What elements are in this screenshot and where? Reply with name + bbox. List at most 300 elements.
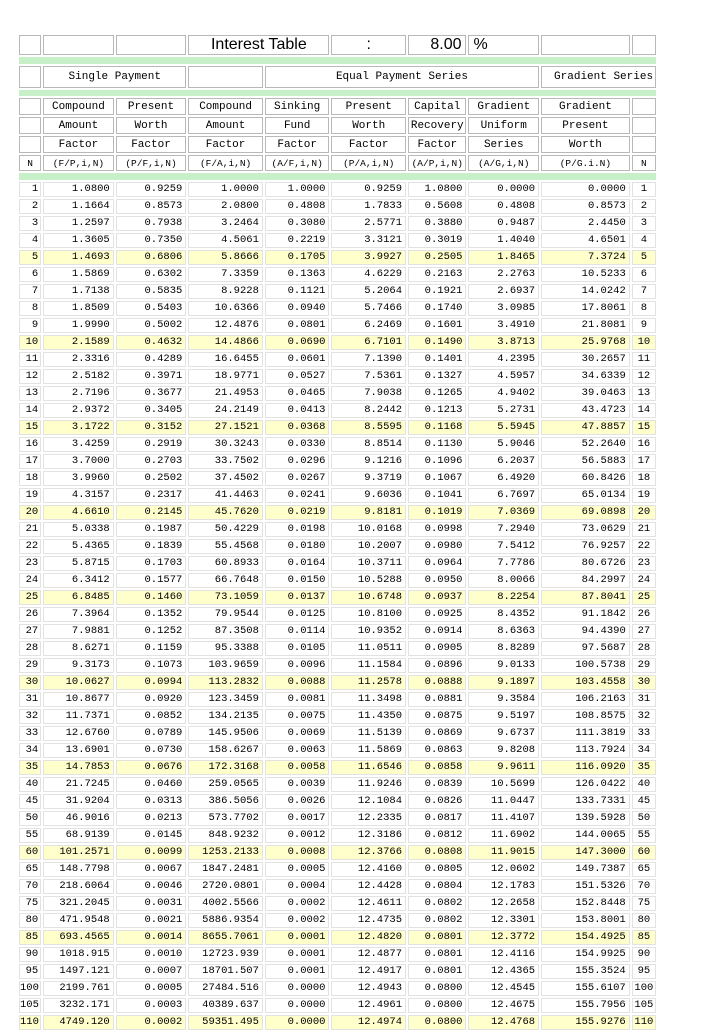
factor-value: 148.7798 [43,862,114,877]
table-row [19,726,656,741]
period-n-right: 85 [632,930,656,945]
factor-value: 0.0826 [408,794,466,809]
table-row [19,318,656,333]
factor-value: 0.0998 [408,522,466,537]
factor-value: 0.0875 [408,709,466,724]
factor-value: 69.0898 [541,505,630,520]
factor-value: 0.0869 [408,726,466,741]
period-n-right: 75 [632,896,656,911]
factor-value: 9.3719 [331,471,406,486]
factor-value: 68.9139 [43,828,114,843]
factor-value: 12.4768 [468,1015,539,1030]
factor-value: 11.1584 [331,658,406,673]
factor-value: 9.5197 [468,709,539,724]
period-n: 65 [19,862,41,877]
factor-value: 2.5182 [43,369,114,384]
factor-value: 1.8509 [43,301,114,316]
factor-value: 30.3243 [188,437,263,452]
factor-value: 0.1987 [116,522,187,537]
factor-value: 0.0012 [265,828,330,843]
period-n: 32 [19,709,41,724]
factor-value: 0.1041 [408,488,466,503]
col-header: Compound [43,98,114,115]
table-row [19,590,656,605]
factor-value: 21.4953 [188,386,263,401]
factor-value: 2.1589 [43,335,114,350]
period-n: 50 [19,811,41,826]
factor-value: 24.2149 [188,403,263,418]
factor-value: 41.4463 [188,488,263,503]
factor-value: 3232.171 [43,998,114,1013]
factor-value: 9.8181 [331,505,406,520]
factor-value: 0.0021 [116,913,187,928]
col-header: Series [468,136,539,153]
factor-value: 0.0180 [265,539,330,554]
factor-value: 0.0069 [265,726,330,741]
factor-value: 11.0511 [331,641,406,656]
factor-value: 4.6501 [541,233,630,248]
factor-value: 12.2335 [331,811,406,826]
factor-value: 46.9016 [43,811,114,826]
factor-value: 113.7924 [541,743,630,758]
factor-value: 149.7387 [541,862,630,877]
factor-value: 5.8715 [43,556,114,571]
table-row [19,403,656,418]
factor-value: 2.6937 [468,284,539,299]
factor-value: 6.7697 [468,488,539,503]
factor-value: 73.0629 [541,522,630,537]
factor-value: 2.0800 [188,199,263,214]
factor-value: 5.2731 [468,403,539,418]
factor-value: 2.5771 [331,216,406,231]
factor-value: 8.6363 [468,624,539,639]
period-n: 4 [19,233,41,248]
factor-value: 218.6064 [43,879,114,894]
period-n-right: 45 [632,794,656,809]
period-n-right: 22 [632,539,656,554]
factor-value: 11.0447 [468,794,539,809]
factor-value: 12723.939 [188,947,263,962]
factor-value: 1018.915 [43,947,114,962]
factor-value: 1.7138 [43,284,114,299]
factor-value: 8.9228 [188,284,263,299]
period-n: 22 [19,539,41,554]
period-n-right: 10 [632,335,656,350]
factor-value: 9.0133 [468,658,539,673]
table-row [19,760,656,775]
factor-value: 7.3964 [43,607,114,622]
factor-value: 12.1783 [468,879,539,894]
factor-value: 4.5957 [468,369,539,384]
period-n: 25 [19,590,41,605]
factor-value: 1.4693 [43,250,114,265]
period-n: 23 [19,556,41,571]
factor-value: 47.8857 [541,420,630,435]
factor-value: 12.3766 [331,845,406,860]
table-row [19,352,656,367]
column-header-row-2 [19,117,656,134]
factor-value: 0.4289 [116,352,187,367]
factor-value: 0.2145 [116,505,187,520]
factor-value: 6.7101 [331,335,406,350]
factor-value: 144.0065 [541,828,630,843]
table-row [19,845,656,860]
factor-value: 40389.637 [188,998,263,1013]
factor-value: 0.9259 [331,182,406,197]
period-n: 80 [19,913,41,928]
factor-value: 12.4876 [188,318,263,333]
col-header: Present [116,98,187,115]
factor-value: 0.0081 [265,692,330,707]
notation-cell: (P/G.i.N) [541,155,630,171]
factor-value: 0.1096 [408,454,466,469]
period-n-right: 3 [632,216,656,231]
factor-value: 1.8465 [468,250,539,265]
factor-value: 0.0801 [408,930,466,945]
factor-value: 0.7350 [116,233,187,248]
factor-value: 12.4428 [331,879,406,894]
period-n: 55 [19,828,41,843]
factor-value: 154.4925 [541,930,630,945]
factor-value: 6.2037 [468,454,539,469]
factor-value: 8.4352 [468,607,539,622]
period-n: 8 [19,301,41,316]
period-n-right: 12 [632,369,656,384]
factor-value: 1.5869 [43,267,114,282]
period-n: 34 [19,743,41,758]
factor-value: 0.0007 [116,964,187,979]
factor-value: 259.0565 [188,777,263,792]
table-row [19,437,656,452]
period-n: 31 [19,692,41,707]
factor-value: 6.2469 [331,318,406,333]
period-n: 35 [19,760,41,775]
factor-value: 2720.0801 [188,879,263,894]
factor-value: 7.3724 [541,250,630,265]
factor-value: 0.0099 [116,845,187,860]
factor-value: 12.4974 [331,1015,406,1030]
factor-value: 0.0789 [116,726,187,741]
section-header-row [19,66,656,88]
table-row [19,794,656,809]
period-n: 15 [19,420,41,435]
factor-value: 0.0730 [116,743,187,758]
factor-value: 1253.2133 [188,845,263,860]
factor-value: 0.0008 [265,845,330,860]
factor-value: 12.3186 [331,828,406,843]
table-row [19,420,656,435]
factor-value: 7.7786 [468,556,539,571]
table-row [19,879,656,894]
factor-value: 7.3359 [188,267,263,282]
factor-value: 0.0001 [265,964,330,979]
factor-value: 0.0801 [265,318,330,333]
factor-value: 0.0905 [408,641,466,656]
period-n-right: 95 [632,964,656,979]
factor-value: 0.1327 [408,369,466,384]
factor-value: 2.3316 [43,352,114,367]
factor-value: 0.0000 [468,182,539,197]
factor-value: 4.6610 [43,505,114,520]
period-n: 13 [19,386,41,401]
table-row [19,182,656,197]
factor-value: 8655.7061 [188,930,263,945]
col-header: Factor [265,136,330,153]
factor-value: 25.9768 [541,335,630,350]
section-single-payment: Single Payment [43,66,186,88]
period-n-right: 33 [632,726,656,741]
factor-value: 0.0601 [265,352,330,367]
factor-value: 12.2658 [468,896,539,911]
col-header: Factor [116,136,187,153]
factor-value: 80.6726 [541,556,630,571]
factor-value: 10.8677 [43,692,114,707]
factor-value: 3.9927 [331,250,406,265]
factor-value: 0.3880 [408,216,466,231]
period-n-right: 25 [632,590,656,605]
factor-value: 10.5288 [331,573,406,588]
table-row [19,1015,656,1030]
factor-value: 0.5403 [116,301,187,316]
col-header: Sinking [265,98,330,115]
factor-value: 0.0413 [265,403,330,418]
table-row [19,743,656,758]
factor-value: 0.3152 [116,420,187,435]
col-header: Compound [188,98,263,115]
factor-value: 0.1168 [408,420,466,435]
factor-value: 0.0812 [408,828,466,843]
factor-value: 0.2317 [116,488,187,503]
factor-value: 14.4866 [188,335,263,350]
factor-value: 0.0150 [265,573,330,588]
period-n-right: 17 [632,454,656,469]
factor-value: 0.1601 [408,318,466,333]
table-row [19,386,656,401]
factor-value: 12.0602 [468,862,539,877]
period-n-right: 1 [632,182,656,197]
factor-value: 6.4920 [468,471,539,486]
table-row [19,624,656,639]
factor-value: 0.9259 [116,182,187,197]
factor-value: 60.8933 [188,556,263,571]
period-n: 95 [19,964,41,979]
period-n-right: 24 [632,573,656,588]
factor-value: 87.3508 [188,624,263,639]
factor-value: 0.0017 [265,811,330,826]
table-row [19,250,656,265]
factor-value: 79.9544 [188,607,263,622]
factor-value: 0.0125 [265,607,330,622]
factor-value: 3.0985 [468,301,539,316]
factor-value: 0.0994 [116,675,187,690]
period-n: 26 [19,607,41,622]
factor-value: 12.4820 [331,930,406,945]
factor-value: 56.5883 [541,454,630,469]
factor-value: 8.8514 [331,437,406,452]
factor-value: 0.0145 [116,828,187,843]
factor-value: 12.4116 [468,947,539,962]
factor-value: 3.4259 [43,437,114,452]
factor-value: 12.4917 [331,964,406,979]
factor-value: 0.0801 [408,947,466,962]
table-row [19,913,656,928]
period-n: 17 [19,454,41,469]
factor-value: 2.2763 [468,267,539,282]
factor-value: 45.7620 [188,505,263,520]
factor-value: 573.7702 [188,811,263,826]
factor-value: 11.2578 [331,675,406,690]
col-header: Present [541,117,630,134]
period-n-right: 29 [632,658,656,673]
factor-value: 0.0241 [265,488,330,503]
factor-value: 0.0914 [408,624,466,639]
factor-value: 0.1265 [408,386,466,401]
notation-cell: (F/P,i,N) [43,155,114,171]
factor-value: 3.4910 [468,318,539,333]
factor-value: 17.8061 [541,301,630,316]
factor-value: 39.0463 [541,386,630,401]
table-row [19,267,656,282]
factor-value: 0.0925 [408,607,466,622]
interest-rate-value: 8.00 [408,35,466,55]
factor-value: 113.2832 [188,675,263,690]
factor-value: 16.6455 [188,352,263,367]
factor-value: 31.9204 [43,794,114,809]
col-header: Recovery [408,117,466,134]
factor-value: 0.0804 [408,879,466,894]
period-n-right: 50 [632,811,656,826]
factor-value: 7.1390 [331,352,406,367]
factor-value: 3.2464 [188,216,263,231]
factor-value: 5.2064 [331,284,406,299]
table-row [19,335,656,350]
factor-value: 0.1252 [116,624,187,639]
period-n: 85 [19,930,41,945]
factor-value: 172.3168 [188,760,263,775]
factor-value: 12.1084 [331,794,406,809]
col-header: Worth [331,117,406,134]
factor-value: 154.9925 [541,947,630,962]
factor-value: 0.1363 [265,267,330,282]
factor-value: 8.5595 [331,420,406,435]
factor-value: 8.8289 [468,641,539,656]
factor-value: 0.0802 [408,896,466,911]
factor-value: 0.0114 [265,624,330,639]
factor-value: 0.7938 [116,216,187,231]
factor-value: 155.9276 [541,1015,630,1030]
factor-value: 6.3412 [43,573,114,588]
factor-value: 1.1664 [43,199,114,214]
factor-value: 7.9038 [331,386,406,401]
factor-value: 0.0067 [116,862,187,877]
period-n: 14 [19,403,41,418]
table-row [19,777,656,792]
factor-value: 0.4808 [468,199,539,214]
factor-value: 55.4568 [188,539,263,554]
factor-value: 7.2940 [468,522,539,537]
factor-value: 1.9990 [43,318,114,333]
factor-value: 5886.9354 [188,913,263,928]
period-n-right: 23 [632,556,656,571]
factor-value: 0.0801 [408,964,466,979]
factor-value: 3.3121 [331,233,406,248]
factor-value: 3.7000 [43,454,114,469]
factor-value: 9.8208 [468,743,539,758]
factor-value: 4.2395 [468,352,539,367]
factor-value: 12.4675 [468,998,539,1013]
period-n-right: 35 [632,760,656,775]
period-n: 27 [19,624,41,639]
period-n-right: 30 [632,675,656,690]
factor-value: 10.0627 [43,675,114,690]
factor-value: 0.6806 [116,250,187,265]
factor-value: 10.3711 [331,556,406,571]
table-row [19,369,656,384]
factor-value: 1497.121 [43,964,114,979]
factor-value: 0.0888 [408,675,466,690]
factor-value: 52.2640 [541,437,630,452]
factor-value: 0.0000 [265,981,330,996]
factor-value: 126.0422 [541,777,630,792]
period-n-right: 55 [632,828,656,843]
period-n-right: 19 [632,488,656,503]
factor-value: 2.9372 [43,403,114,418]
factor-value: 134.2135 [188,709,263,724]
col-header: Amount [188,117,263,134]
table-row [19,658,656,673]
period-n: 60 [19,845,41,860]
factor-value: 5.5945 [468,420,539,435]
factor-value: 0.0330 [265,437,330,452]
table-row [19,947,656,962]
period-n-right: 32 [632,709,656,724]
factor-value: 151.5326 [541,879,630,894]
period-n: 21 [19,522,41,537]
factor-value: 5.9046 [468,437,539,452]
factor-value: 1.0800 [43,182,114,197]
period-n: 100 [19,981,41,996]
table-row [19,233,656,248]
factor-value: 95.3388 [188,641,263,656]
factor-value: 0.0088 [265,675,330,690]
factor-value: 123.3459 [188,692,263,707]
factor-value: 0.0096 [265,658,330,673]
period-n-right: 2 [632,199,656,214]
factor-value: 0.0001 [265,930,330,945]
factor-value: 87.8041 [541,590,630,605]
factor-value: 0.1460 [116,590,187,605]
factor-value: 0.0858 [408,760,466,775]
col-header: Factor [188,136,263,153]
factor-value: 0.1703 [116,556,187,571]
factor-value: 155.7956 [541,998,630,1013]
factor-value: 0.0460 [116,777,187,792]
table-row [19,488,656,503]
factor-value: 0.0800 [408,1015,466,1030]
factor-value: 4.3157 [43,488,114,503]
factor-value: 0.0026 [265,794,330,809]
factor-value: 0.1577 [116,573,187,588]
factor-value: 11.4350 [331,709,406,724]
factor-value: 76.9257 [541,539,630,554]
notation-cell: (F/A,i,N) [188,155,263,171]
factor-value: 321.2045 [43,896,114,911]
factor-value: 0.0000 [265,998,330,1013]
period-n: 16 [19,437,41,452]
factor-value: 0.1401 [408,352,466,367]
factor-value: 18.9771 [188,369,263,384]
factor-value: 12.4735 [331,913,406,928]
